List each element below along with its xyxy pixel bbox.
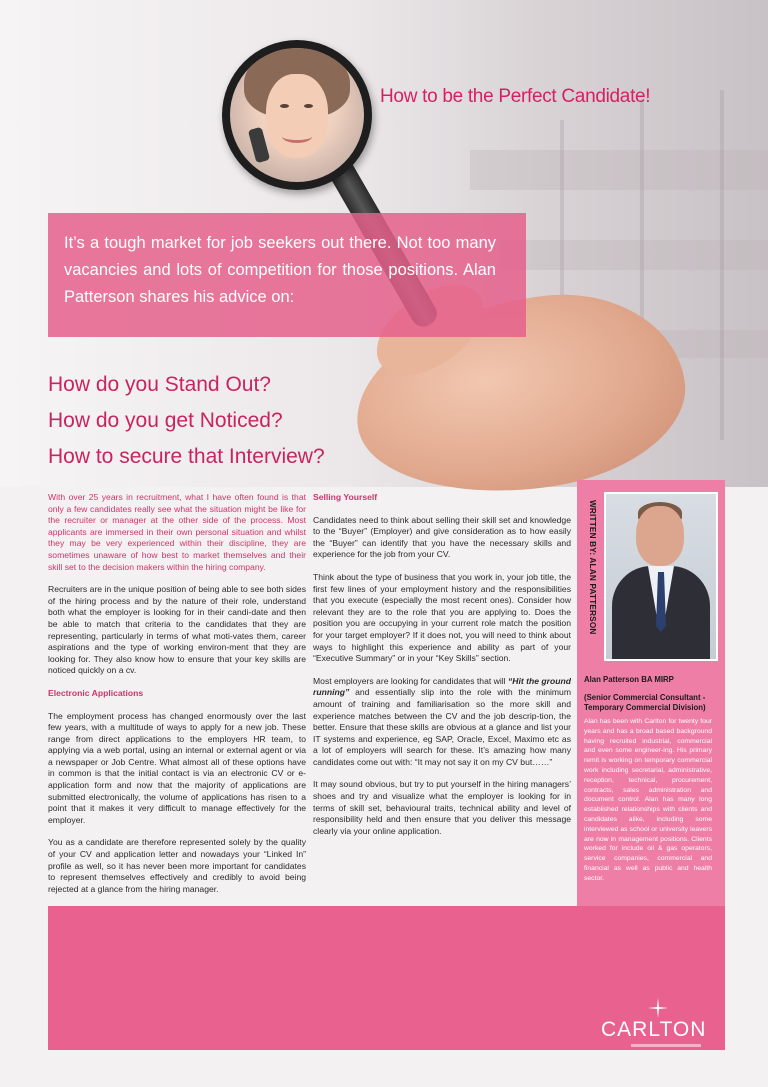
article-column-2 xyxy=(313,492,571,848)
article-column-1 xyxy=(48,492,306,906)
paragraph: With over 25 years in recruitment, what I have often found is that only a few candidates really see what the situation might be like for the recruiter or manager at the other side of the process. Most applicants are immersed in their own personal situation and whilst they may be very experienced within their discipline, they are sometimes unaware of how best to market themselves and their skill set to the decision makers within the hiring company. xyxy=(48,492,306,572)
carlton-star-icon xyxy=(646,996,670,1020)
questions-list xyxy=(48,367,325,475)
question-2: How do you get Noticed? xyxy=(48,409,283,432)
paragraph: It may sound obvious, but try to put yourself in the hiring managers’ shoes and try and visualize what the employer is looking for in terms of skill set, behavioural traits, technical ability and level of responsibility held and then ensure that you deliver this message clearly via your online application. xyxy=(313,779,571,836)
paragraph: You as a candidate are therefore represented solely by the quality of your CV and application letter and nowadays your “Linked In” profile as well, so it has never been more important for candidates to represent themselves effectively and credibly to avoid being rejected at a glance from the hiring manager. xyxy=(48,837,306,894)
author-photo xyxy=(604,492,718,661)
author-bio: Alan has been with Carlton for twenty four years and has a broad based background having recruited industrial, commercial and even some engineer-ing. His primary remit is working on temporary commercial work including secretarial, administrative, reception, technical, procurement, contracts, sales administration and document control. Alan has many long established relationships with clients and candidates alike, including some interviewed as school or university leavers are now in management positions. Clients worked for include oil & gas operators, service companies, commercial and financial as well as public and health sector. xyxy=(584,718,712,882)
emphasis: “Hit the ground running” xyxy=(313,675,571,698)
paragraph: Recruiters are in the unique position of being able to see both sides of the hiring process and by the nature of their role, understand both what the employer is looking for in their candi-date and then be able to match that criteria to the candidates that they are representing, particularly in terms of what moti-vates them, career aspirations and the type of working environ-ment that they are looking for. They also know how to ensure that your key skills are noticed quickly on a cv. xyxy=(48,584,306,676)
section-heading: Electronic Applications xyxy=(48,687,144,698)
page-title: How to be the Perfect Candidate! xyxy=(380,86,651,107)
carlton-logo: CARLTON xyxy=(601,1018,706,1042)
question-3: How to secure that Interview? xyxy=(48,445,325,468)
byline: WRITTEN BY: ALAN PATTERSON xyxy=(588,500,597,635)
question-1: How do you Stand Out? xyxy=(48,373,271,396)
author-role: (Senior Commercial Consultant - Temporary Commercial Division) xyxy=(584,693,706,712)
paragraph: Think about the type of business that you work in, your job title, the first few lines of your employment history and the responsibilities that you execute (especially the most recent ones). Consider how relevant they are to the role that you are applying to. Does the position you are occupying in your current role match the position for your target employer? If it does not, you will need to think about ways to highlight this experience and ability as part of your “Executive Summary” or in your “Key Skills” section. xyxy=(313,571,571,664)
lens-portrait xyxy=(230,48,364,182)
paragraph: Candidates need to think about selling their skill set and knowledge to the “Buyer” (Employer) and give consideration as to how easily the “Buyer” can identify that you have the necessary skills and experience for the job from your CV. xyxy=(313,514,571,560)
paragraph: Most employers are looking for candidates that will “Hit the ground running” and essentially slip into the role with the minimum amount of training and familiarisation so the more skill and experience matches between the CV and the job descrip-tion, the better. Ensure that these skills are obvious at a glance and list your IT systems and experience, eg SAP, Oracle, Excel, Maximo etc as a lot of employers will search for these. It’s amazing how many candidates come out with: “It may not say it on my CV but……” xyxy=(313,675,571,767)
section-heading: Selling Yourself xyxy=(313,492,378,502)
intro-text: It’s a tough market for job seekers out there. Not too many vacancies and lots of competition for those positions. Alan Patterson shares his advice on: xyxy=(64,234,496,306)
paragraph: The employment process has changed enormously over the last few years, with a multitude of ways to apply for a new job. These range from direct applications to the employers HR team, to applying via a web portal, using an internal or external agent or via a newspaper or Job Centre. What almost all of these options have in common is that the initial contact is via an electronic CV or e-application form and now that the majority of applications are submitted electronically, the volume of applications has risen to a point that it makes it very difficult to manage effectively for the employer. xyxy=(48,710,306,825)
author-name: Alan Patterson BA MIRP xyxy=(584,675,674,684)
